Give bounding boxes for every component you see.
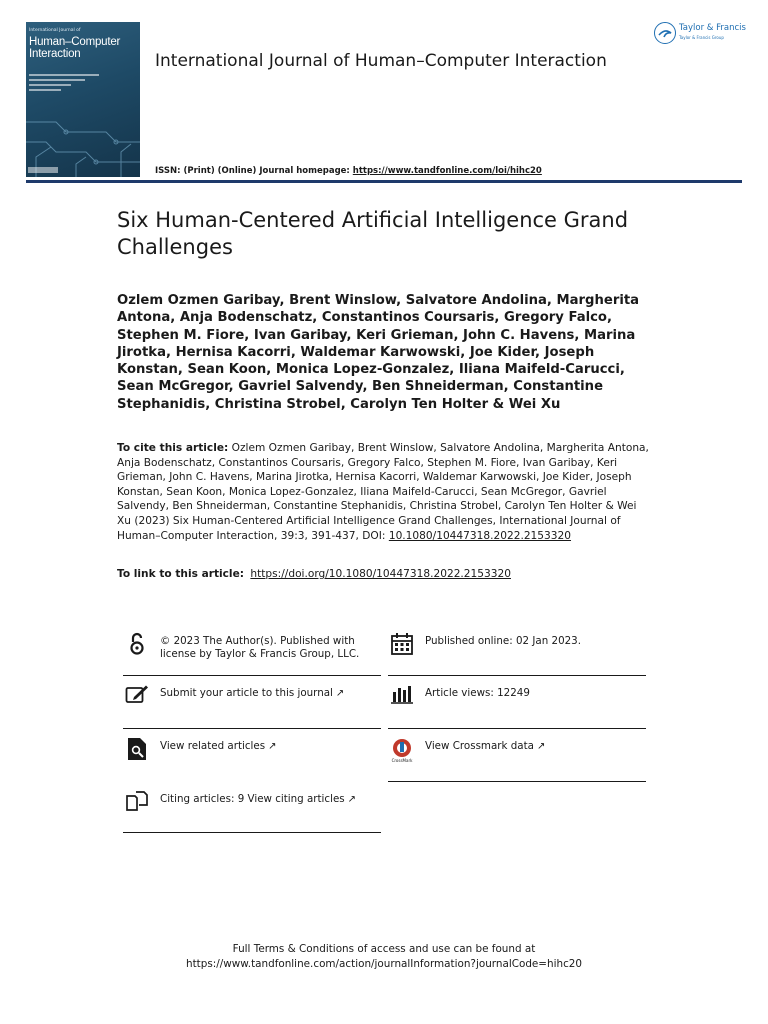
citing-articles-link[interactable] <box>123 790 383 816</box>
search-document-icon <box>123 737 151 763</box>
article-views-item <box>388 684 648 710</box>
published-date: Published online: 02 Jan 2023. <box>425 635 581 647</box>
cover-footer-mark <box>28 167 58 173</box>
cite-label: To cite this article: <box>117 442 229 454</box>
edit-icon <box>123 684 151 710</box>
journal-cover-image <box>26 22 140 177</box>
submit-article-link[interactable] <box>123 684 383 710</box>
citation-block <box>117 441 652 543</box>
crossmark-icon <box>388 737 416 763</box>
divider <box>123 832 381 833</box>
external-link-icon: ↗︎ <box>347 794 357 805</box>
divider <box>123 728 381 729</box>
calendar-icon <box>388 632 416 658</box>
divider <box>388 781 646 782</box>
related-articles-link[interactable] <box>123 737 383 763</box>
open-access-icon <box>123 632 151 658</box>
issn-line <box>155 166 542 176</box>
divider <box>388 675 646 676</box>
citing-label: Citing articles: 9 View citing articles <box>160 793 345 805</box>
article-doi-link[interactable]: https://doi.org/10.1080/10447318.2022.2153320 <box>250 568 511 580</box>
external-link-icon: ↗︎ <box>536 741 546 752</box>
cover-circuit-art <box>26 102 140 177</box>
cite-doi-link[interactable]: 10.1080/10447318.2022.2153320 <box>388 529 572 542</box>
external-link-icon: ↗︎ <box>268 741 277 752</box>
cover-small-line: International Journal of <box>29 28 81 33</box>
license-item <box>123 632 383 661</box>
journal-title: International Journal of Human–Computer Interaction <box>155 51 607 71</box>
divider <box>123 675 381 676</box>
header-divider <box>26 180 742 183</box>
submit-label: Submit your article to this journal <box>160 687 333 699</box>
cover-text-lines <box>29 74 99 94</box>
publisher-logo[interactable] <box>654 22 746 44</box>
publisher-sub: Taylor & Francis Group <box>679 35 724 40</box>
bar-chart-icon <box>388 684 416 710</box>
terms-footer <box>0 942 768 972</box>
journal-homepage-link[interactable]: https://www.tandfonline.com/loi/hihc20 <box>352 166 542 176</box>
citing-icon <box>123 790 151 816</box>
crossmark-label: View Crossmark data <box>425 740 534 752</box>
cover-title: Human–Computer Interaction <box>29 36 121 60</box>
publisher-name: Taylor & Francis <box>679 23 746 33</box>
crossmark-link[interactable] <box>388 737 648 763</box>
article-title: Six Human-Centered Artificial Intelligence Grand Challenges <box>117 208 629 259</box>
external-link-icon: ↗︎ <box>335 688 345 699</box>
published-item <box>388 632 648 658</box>
link-label: To link to this article: <box>117 568 244 580</box>
related-label: View related articles <box>160 740 266 752</box>
cite-text: Ozlem Ozmen Garibay, Brent Winslow, Salvatore Andolina, Margherita Antona, Anja Bodenschatz, Constantinos Coursaris, Gregory Falco, Stephen M. Fiore, Ivan Garibay, Keri Grieman, John C. Havens, Marina Jirotka, Hernisa Kacorri, Waldemar Karwowski, Joe Kider, Joseph Konstan, Sean Koon, Monica Lopez-Gonzalez, Iliana Maifeld-Carucci, Sean McGregor, Gavriel Salvendy, Ben Shneiderman, Constantine Stephanidis, Christina Strobel, Carolyn Ten Holter & Wei Xu (2023) Six Human-Centered Artificial Intelligence Grand Challenges, International Journal of Human–Computer Interaction, 39:3, 391-437, DOI: <box>117 442 649 542</box>
divider <box>388 728 646 729</box>
crossmark-badge-text: CrossMark <box>391 757 413 763</box>
footer-terms-link[interactable]: https://www.tandfonline.com/action/journalInformation?journalCode=hihc20 <box>185 958 583 970</box>
article-link-line <box>117 568 511 580</box>
author-list: Ozlem Ozmen Garibay, Brent Winslow, Salvatore Andolina, Margherita Antona, Anja Bodenschatz, Constantinos Coursaris, Gregory Falco, Stephen M. Fiore, Ivan Garibay, Keri Grieman, John C. Havens, Marina Jirotka, Hernisa Kacorri, Waldemar Karwowski, Joe Kider, Joseph Konstan, Sean Koon, Monica Lopez-Gonzalez, Iliana Maifeld-Carucci, Sean McGregor, Gavriel Salvendy, Ben Shneiderman, Constantine Stephanidis, Christina Strobel, Carolyn Ten Holter & Wei Xu <box>117 293 640 412</box>
issn-prefix: ISSN: (Print) (Online) Journal homepage: <box>155 166 353 176</box>
license-text: © 2023 The Author(s). Published with license by Taylor & Francis Group, LLC. <box>160 635 360 660</box>
taylor-francis-logo-icon <box>654 22 676 44</box>
views-text: Article views: 12249 <box>425 687 530 699</box>
footer-line-1: Full Terms & Conditions of access and use can be found at <box>232 943 536 955</box>
